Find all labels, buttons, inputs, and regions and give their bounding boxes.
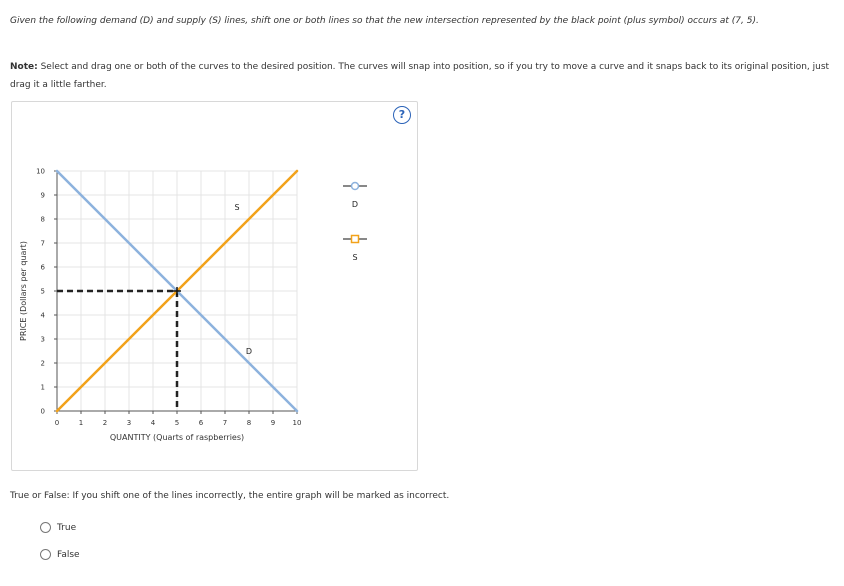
note-text: Select and drag one or both of the curves to the desired position. The curves will snap into position, so if you try to move a curve and it snaps back to its original position, just drag it a little farther. — [10, 62, 830, 90]
y-tick-label: 1 — [40, 383, 45, 392]
legend-d-label: D — [351, 200, 359, 209]
x-tick-label: 2 — [102, 419, 108, 427]
legend-square-icon[interactable] — [352, 236, 359, 243]
y-tick-label: 8 — [40, 215, 45, 224]
y-axis-title: PRICE (Dollars per quart) — [19, 241, 28, 341]
note-label: Note: — [10, 62, 38, 72]
y-tick-label: 7 — [40, 239, 45, 248]
y-tick-label: 3 — [40, 335, 45, 344]
y-tick-label: 0 — [40, 407, 45, 416]
option-true[interactable] — [40, 522, 76, 533]
y-tick-label: 6 — [40, 263, 45, 272]
x-tick-label: 5 — [174, 419, 180, 427]
option-true-label: True — [57, 522, 77, 533]
supply-demand-chart — [12, 102, 417, 470]
x-tick-label: 3 — [126, 419, 132, 427]
question-text: True or False: If you shift one of the lines incorrectly, the entire graph will be marked as incorrect. — [10, 491, 450, 501]
x-tick-label: 10 — [292, 419, 302, 427]
prompt-text: Given the following demand (D) and supply (S) lines, shift one or both lines so that the new intersection represented by the black point (plus symbol) occurs at (7, 5). — [10, 16, 759, 26]
y-tick-label: 2 — [40, 359, 45, 368]
option-false-label: False — [57, 549, 80, 560]
demand-curve-label: D — [245, 347, 253, 356]
x-tick-label: 1 — [78, 419, 84, 427]
y-tick-label: 4 — [40, 311, 45, 320]
graph-panel — [11, 101, 418, 471]
radio-false[interactable] — [40, 549, 51, 560]
y-tick-label: 9 — [40, 191, 45, 200]
x-tick-label: 6 — [198, 419, 204, 427]
help-icon[interactable]: ? — [393, 106, 411, 124]
radio-true[interactable] — [40, 522, 51, 533]
x-axis-title: QUANTITY (Quarts of raspberries) — [109, 433, 245, 442]
x-tick-label: 4 — [150, 419, 156, 427]
option-false[interactable] — [40, 549, 80, 560]
x-tick-label: 9 — [270, 419, 276, 427]
note — [10, 58, 830, 94]
legend-circle-icon[interactable] — [352, 183, 359, 190]
supply-curve-label: S — [234, 203, 240, 212]
x-tick-label: 0 — [54, 419, 60, 427]
legend-s-label: S — [352, 253, 358, 262]
y-tick-label: 5 — [40, 287, 45, 296]
x-tick-label: 8 — [246, 419, 252, 427]
y-tick-label: 10 — [36, 167, 45, 176]
x-tick-label: 7 — [222, 419, 228, 427]
